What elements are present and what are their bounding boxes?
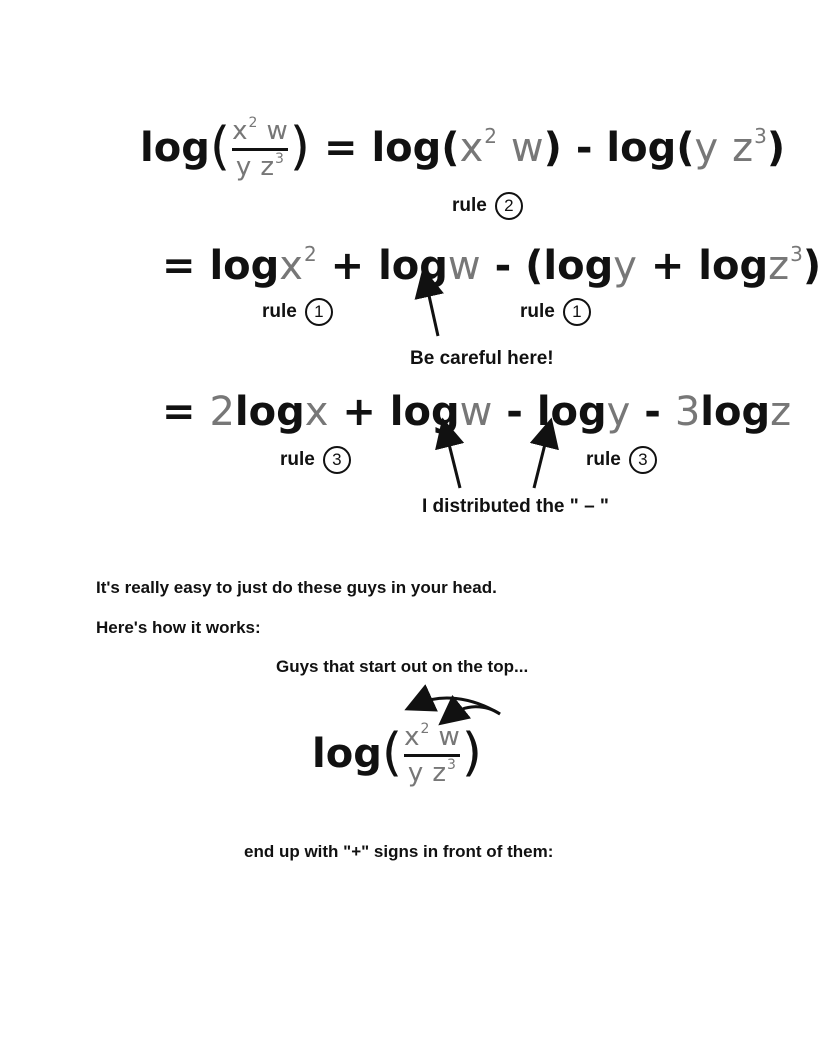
open-paren: ( [525,243,544,289]
var-w: w [510,124,544,171]
log-text: log [234,389,305,435]
be-careful-note: Be careful here! [410,348,554,369]
exponent: 2 [420,721,430,737]
var-z: z [768,243,790,289]
rule-text: rule [520,301,555,323]
var-z: z [732,124,754,171]
var-y: y [694,124,719,171]
equation-1: log( $\frac{x^2 w}{y z^3}$ ) = $\log(x^2$ w) - log(y $z^3$) [140,115,786,183]
rule-text: rule [586,449,621,471]
var-w: w [447,243,481,289]
rule-text: rule [452,195,487,217]
var-y: y [407,758,424,789]
var-z: z [260,152,275,183]
fraction-numerator [404,721,460,752]
close-paren: ) [802,243,821,289]
log-text: log [371,124,442,171]
equals-sign: = [162,389,196,435]
exponent: 2 [248,115,258,131]
log-text: log [140,124,210,171]
rule-number-circle: 1 [563,298,591,326]
plus-sign: + [330,243,365,289]
exponent: 3 [447,757,456,774]
minus-sign: - [575,124,593,171]
paragraph-2: Here's how it works: [96,618,261,637]
top-arrow-2 [450,707,500,716]
distributed-note: I distributed the " – " [422,496,609,517]
var-y: y [235,152,252,183]
exponent: 2 [484,123,497,148]
log-text: log [606,124,677,171]
equals-sign: = [162,243,196,289]
paragraph-1: It's really easy to just do these guys in your head. [96,578,497,597]
var-x: x [459,124,484,171]
minus-sign: - [494,243,512,289]
exponent: 2 [303,242,317,266]
var-w: w [266,116,288,146]
coefficient: 2 [209,389,235,435]
rule-number-circle: 3 [323,446,351,474]
coefficient: 3 [674,389,701,435]
plus-sign: + [342,389,376,435]
paragraph-3: Guys that start out on the top... [276,657,529,676]
rule-text: rule [280,449,315,471]
var-w: w [438,722,460,752]
equation-4 [312,721,483,789]
var-w: w [459,389,493,435]
equals-sign: = [324,124,358,171]
minus-sign: - [644,389,661,435]
var-y: y [606,389,631,435]
open-paren: ( [381,722,403,783]
rule-number-circle: 2 [495,192,523,220]
rule-number-circle: 3 [629,446,657,474]
exponent: 3 [275,151,284,168]
distribute-arrow-right [534,432,548,488]
paragraph-4: end up with "+" signs in front of them: [244,842,554,861]
var-x: x [279,243,303,289]
close-paren: ) [289,116,311,177]
var-x: x [304,389,329,435]
var-x: x [232,116,248,146]
log-text: log [389,389,460,435]
minus-sign: - [506,389,523,435]
log-text: log [700,389,771,435]
rule-text: rule [262,301,297,323]
log-text: log [543,243,614,289]
careful-arrow [426,282,438,336]
exponent: 3 [790,242,803,266]
fraction [404,721,460,789]
log-text: log [378,243,448,289]
distribute-arrow-left [446,432,460,488]
var-z: z [432,758,447,789]
plus-sign: + [650,243,685,289]
log-text: log [312,730,382,777]
exponent: 3 [754,123,767,148]
close-paren: ) [461,722,483,783]
log-text: log [209,243,280,289]
log-text: log [536,389,607,435]
open-paren: ( [209,116,231,177]
var-x: x [404,722,420,752]
rule-number-circle: 1 [305,298,333,326]
log-text: log [698,243,769,289]
var-z: z [770,389,792,435]
fraction-denominator [407,757,456,789]
var-y: y [613,243,637,289]
